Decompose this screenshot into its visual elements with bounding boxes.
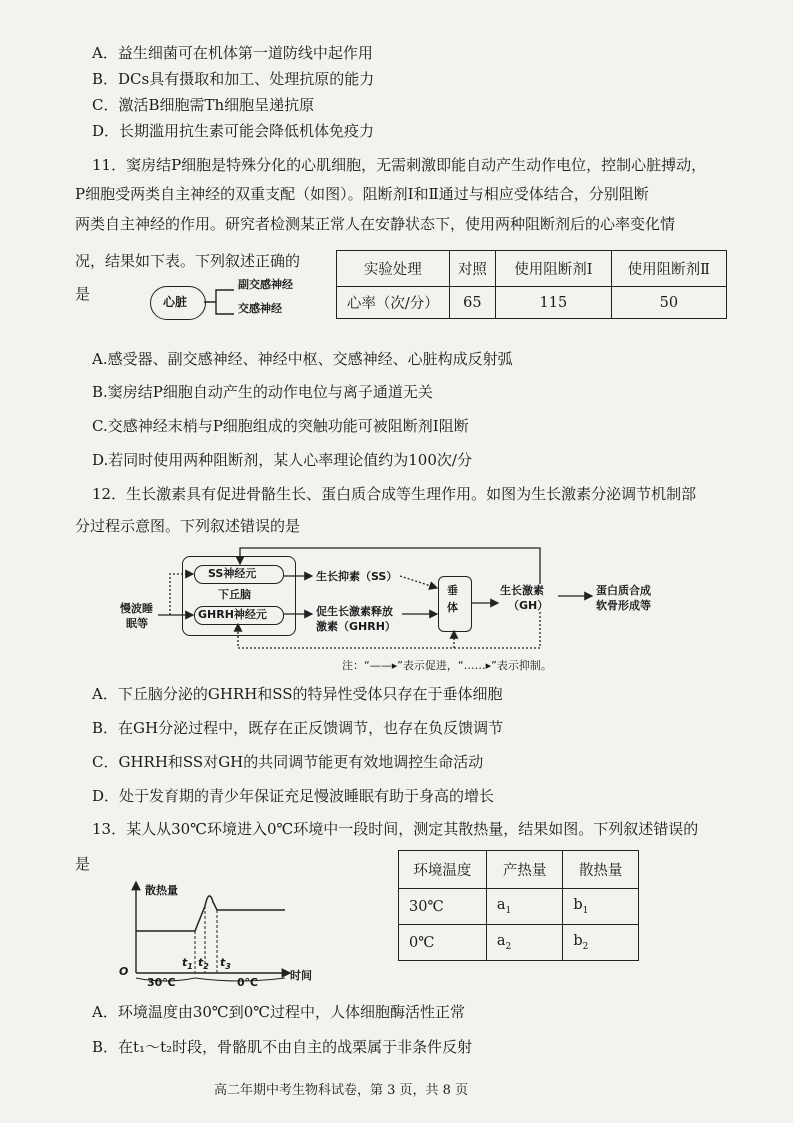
table-cell: $b_2$	[563, 925, 639, 961]
gh-label-2: （GH）	[508, 599, 549, 612]
graph-t3: $t_3$	[220, 956, 231, 972]
q11-stem-line-2: P细胞受两类自主神经的双重支配（如图）。阻断剂Ⅰ和Ⅱ通过与相应受体结合，分别阻断	[75, 185, 649, 203]
graph-ylabel: 散热量	[145, 884, 178, 897]
table-cell: 65	[449, 287, 496, 319]
graph-seg-30c: 30℃	[147, 976, 176, 989]
table-cell: $a_2$	[486, 925, 563, 961]
ghrh-hormone-label-1: 促生长激素释放	[316, 605, 393, 618]
q12-stem-line-2: 分过程示意图。下列叙述错误的是	[75, 517, 301, 535]
gh-label-1: 生长激素	[500, 584, 544, 597]
table-cell: $a_1$	[486, 889, 563, 925]
page-footer: 高二年期中考生物科试卷，第 3 页，共 8 页	[214, 1083, 469, 1098]
q12-option-d: D．处于发育期的青少年保证充足慢波睡眠有助于身高的增长	[92, 787, 495, 805]
ss-neuron-label: SS神经元	[208, 567, 257, 580]
q11-stem-line-3: 两类自主神经的作用。研究者检测某正常人在安静状态下，使用两种阻断剂后的心率变化情	[75, 215, 676, 233]
table-header: 实验处理	[337, 251, 450, 287]
q12-option-b: B．在GH分泌过程中，既存在正反馈调节，也存在负反馈调节	[92, 719, 504, 737]
effect-label-1: 蛋白质合成	[596, 584, 651, 597]
sympathetic-label: 交感神经	[238, 302, 282, 315]
heart-label: 心脏	[163, 295, 188, 309]
sleep-label-2: 眠等	[126, 617, 148, 630]
q10-option-c: C．激活B细胞需Th细胞呈递抗原	[92, 96, 315, 114]
table-header: 产热量	[486, 851, 563, 889]
q13-option-a: A．环境温度由30℃到0℃过程中，人体细胞酶活性正常	[92, 1003, 466, 1021]
q13-stem-line-2: 是	[75, 855, 91, 873]
ghrh-hormone-label-2: 激素（GHRH）	[316, 620, 396, 633]
table-cell: 0℃	[399, 925, 487, 961]
q11-option-c: C.交感神经末梢与P细胞组成的突触功能可被阻断剂Ⅰ阻断	[92, 417, 469, 435]
parasympathetic-label: 副交感神经	[238, 278, 293, 291]
q11-option-d: D.若同时使用两种阻断剂，某人心率理论值约为100次/分	[92, 451, 472, 469]
table-cell: 115	[496, 287, 611, 319]
table-cell: $b_1$	[563, 889, 639, 925]
q11-option-a: A.感受器、副交感神经、神经中枢、交感神经、心脏构成反射弧	[92, 350, 513, 368]
q13-option-b: B．在t₁～t₂时段，骨骼肌不由自主的战栗属于非条件反射	[92, 1038, 473, 1056]
table-header: 使用阻断剂Ⅰ	[496, 251, 611, 287]
table-header: 散热量	[563, 851, 639, 889]
table-header: 使用阻断剂Ⅱ	[611, 251, 726, 287]
graph-xlabel: 时间	[290, 969, 312, 982]
ghrh-neuron-label: GHRH神经元	[198, 608, 267, 621]
table-header: 对照	[449, 251, 496, 287]
q10-option-a: A．益生细菌可在机体第一道防线中起作用	[92, 44, 373, 62]
table-cell: 50	[611, 287, 726, 319]
heat-table	[398, 850, 639, 961]
graph-seg-0c: 0℃	[237, 976, 258, 989]
table-cell: 30℃	[399, 889, 487, 925]
q11-stem-line-5: 是	[75, 285, 91, 303]
pituitary-label-2: 体	[447, 601, 458, 614]
q13-stem-line-1: 13．某人从30℃环境进入0℃环境中一段时间，测定其散热量，结果如图。下列叙述错误的	[92, 820, 699, 838]
graph-t2: $t_2$	[198, 956, 209, 972]
q11-option-b: B.窦房结P细胞自动产生的动作电位与离子通道无关	[92, 383, 433, 401]
q12-option-a: A．下丘脑分泌的GHRH和SS的特异性受体只存在于垂体细胞	[92, 685, 503, 703]
sleep-label-1: 慢波睡	[120, 602, 153, 615]
q11-stem-line-1: 11．窦房结P细胞是特殊分化的心肌细胞，无需刺激即能自动产生动作电位，控制心脏搏动，	[92, 156, 707, 174]
q11-stem-line-4: 况，结果如下表。下列叙述正确的	[75, 252, 301, 270]
graph-t1: $t_1$	[182, 956, 193, 972]
graph-origin: O	[119, 965, 129, 978]
q10-option-d: D．长期滥用抗生素可能会降低机体免疫力	[92, 122, 375, 140]
diagram-note: 注：“——▸”表示促进，“……▸”表示抑制。	[342, 659, 552, 672]
q10-option-b: B．DCs具有摄取和加工、处理抗原的能力	[92, 70, 375, 88]
effect-label-2: 软骨形成等	[596, 599, 651, 612]
table-cell: 心率（次/分）	[337, 287, 450, 319]
pituitary-label-1: 垂	[447, 584, 458, 597]
q12-option-c: C．GHRH和SS对GH的共同调节能更有效地调控生命活动	[92, 753, 484, 771]
table-header: 环境温度	[399, 851, 487, 889]
q12-stem-line-1: 12．生长激素具有促进骨骼生长、蛋白质合成等生理作用。如图为生长激素分泌调节机制部	[92, 485, 697, 503]
somatostatin-label: 生长抑素（SS）	[316, 570, 398, 583]
hypothalamus-label: 下丘脑	[218, 588, 251, 601]
